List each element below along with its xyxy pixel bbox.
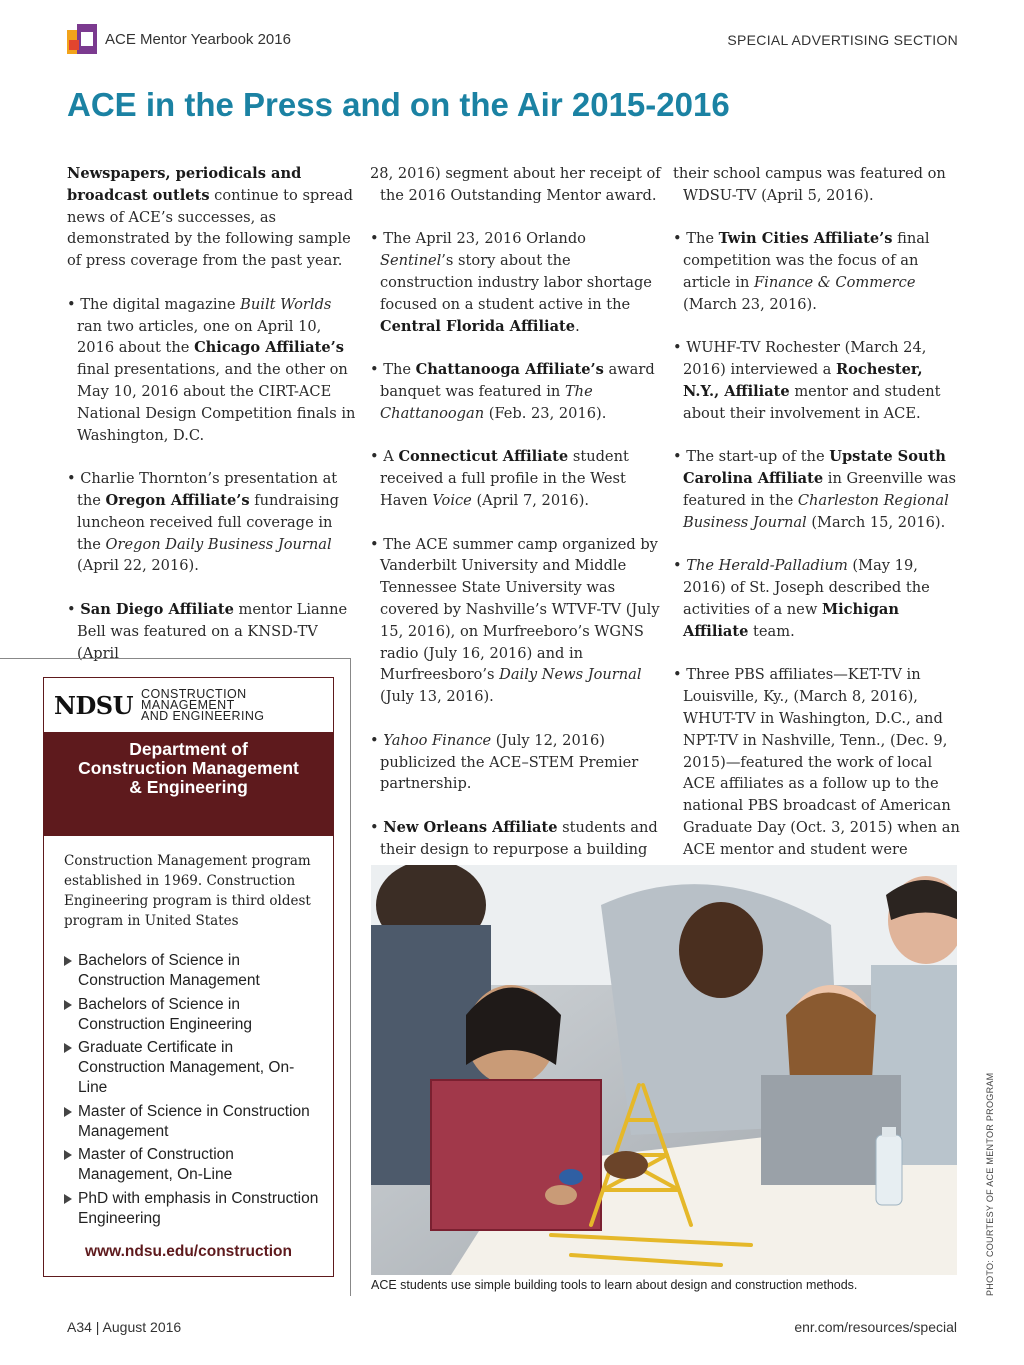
page-info: A34 | August 2016 bbox=[67, 1319, 182, 1335]
press-item-connecticut: • A Connecticut Affiliate student received a full profile in the West Haven Voice (April 7, 2016). bbox=[370, 448, 629, 509]
press-item-san-diego-cont: 28, 2016) segment about her receipt of the 2016 Outstanding Mentor award. bbox=[370, 165, 661, 204]
press-item-pbs: • Three PBS affiliates—KET-TV in Louisville, Ky., (March 8, 2016), WHUT-TV in Washington, D.C., and NPT-TV in Nashville, Tenn., (Dec. 9, 2015)—featured the work of local ACE affiliates as a follow up to the national PBS broadcast of American Graduate Day (Oct. 3, 2015) when an ACE mentor and student were bbox=[673, 664, 963, 882]
program-item: Master of Science in Construction Management bbox=[64, 1102, 321, 1142]
photo-credit: PHOTO: COURTESY OF ACE MENTOR PROGRAM bbox=[985, 1072, 995, 1296]
triangle-bullet-icon bbox=[64, 1194, 72, 1204]
press-item-chattanooga: • The Chattanooga Affiliate’s award banquet was featured in The Chattanoogan (Feb. 23, 2016). bbox=[370, 361, 655, 422]
students-building-photo bbox=[371, 865, 957, 1275]
photo-caption: ACE students use simple building tools to learn about design and construction methods. bbox=[371, 1278, 858, 1292]
program-list bbox=[44, 931, 333, 1229]
press-item-new-orleans-cont: their school campus was featured on WDSU-TV (April 5, 2016). bbox=[673, 165, 946, 204]
page-title: ACE in the Press and on the Air 2015-2016 bbox=[67, 86, 730, 123]
program-item: Graduate Certificate in Construction Management, On-Line bbox=[64, 1038, 321, 1098]
ndsu-website-link[interactable]: www.ndsu.edu/construction bbox=[85, 1243, 292, 1260]
press-item-oregon: • Charlie Thornton’s presentation at the Oregon Affiliate’s fundraising luncheon received full coverage in the Oregon Daily Business Journal (April 22, 2016). bbox=[67, 470, 340, 575]
press-item-rochester: • WUHF-TV Rochester (March 24, 2016) interviewed a Rochester, N.Y., Affiliate mentor and student about their involvement in ACE. bbox=[673, 339, 941, 422]
article-column-1 bbox=[67, 163, 357, 686]
program-description: Construction Management program established in 1969. Construction Engineering program is third oldest program in United States bbox=[64, 853, 311, 929]
department-banner: Department of Construction Management & Engineering bbox=[44, 732, 333, 836]
press-item-new-orleans: • New Orleans Affiliate students and their design to repurpose a building bbox=[370, 818, 658, 858]
triangle-bullet-icon bbox=[64, 1043, 72, 1053]
press-item-orlando: • The April 23, 2016 Orlando Sentinel’s story about the construction industry labor shortage focused on a student active in the Central Florida Affiliate. bbox=[370, 230, 652, 335]
ace-logo-icon bbox=[67, 24, 97, 54]
press-item-twin-cities: • The Twin Cities Affiliate’s final competition was the focus of an article in Finance & Commerce (March 23, 2016). bbox=[673, 230, 930, 313]
footer-url[interactable]: enr.com/resources/special bbox=[794, 1319, 957, 1335]
publication-name: ACE Mentor Yearbook 2016 bbox=[105, 30, 291, 48]
article-column-3 bbox=[673, 163, 963, 904]
article-intro: Newspapers, periodicals and broadcast outlets continue to spread news of ACE’s successes, as demonstrated by the following sample of press coverage from the past year. bbox=[67, 165, 353, 270]
article-column-2 bbox=[370, 163, 662, 904]
press-item-san-diego: • San Diego Affiliate mentor Lianne Bell was featured on a KNSD-TV (April bbox=[67, 600, 348, 662]
program-item: PhD with emphasis in Construction Engineering bbox=[64, 1189, 321, 1229]
press-item-upstate-sc: • The start-up of the Upstate South Carolina Affiliate in Greenville was featured in the Charleston Regional Business Journal (March 15, 2016). bbox=[673, 448, 957, 531]
program-item: Master of Construction Management, On-Line bbox=[64, 1145, 321, 1185]
program-item: Bachelors of Science in Construction Engineering bbox=[64, 995, 321, 1035]
press-item-summer-camp: • The ACE summer camp organized by Vanderbilt University and Middle Tennessee State University was covered by Nashville’s WTVF-TV (July 15, 2016), on Murfreeboro’s WGNS radio (July 16, 2016) and in Murfreesboro’s Daily News Journal (July 13, 2016). bbox=[370, 535, 660, 706]
press-item-yahoo-finance: • Yahoo Finance (July 12, 2016) publicized the ACE–STEM Premier partnership. bbox=[370, 731, 639, 793]
triangle-bullet-icon bbox=[64, 1107, 72, 1117]
program-item: Bachelors of Science in Construction Management bbox=[64, 951, 321, 991]
triangle-bullet-icon bbox=[64, 956, 72, 966]
triangle-bullet-icon bbox=[64, 1000, 72, 1010]
press-item-built-worlds: • The digital magazine Built Worlds ran two articles, one on April 10, 2016 about the Chicago Affiliate’s final presentations, and the other on May 10, 2016 about the CIRT-ACE National Design Competition finals in Washington, D.C. bbox=[67, 295, 356, 444]
triangle-bullet-icon bbox=[64, 1150, 72, 1160]
section-label: SPECIAL ADVERTISING SECTION bbox=[727, 32, 958, 48]
ndsu-wordmark: NDSU bbox=[54, 690, 134, 720]
ndsu-advertisement bbox=[43, 677, 334, 1277]
ndsu-logo-subtitle: CONSTRUCTION MANAGEMENT AND ENGINEERING bbox=[141, 686, 265, 723]
press-item-michigan: • The Herald-Palladium (May 19, 2016) of St. Joseph described the activities of a new Michigan Affiliate team. bbox=[673, 557, 930, 640]
ndsu-logo bbox=[44, 678, 333, 732]
publication-header bbox=[67, 24, 291, 54]
